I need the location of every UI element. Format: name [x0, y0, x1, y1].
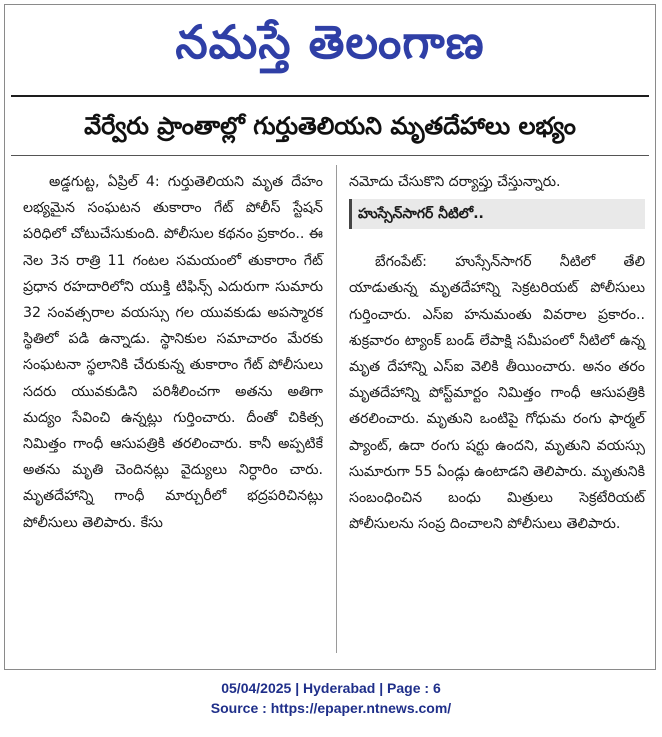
article-column-left — [23, 169, 323, 536]
footer-date-edition: 05/04/2025 | Hyderabad | Page : 6 — [221, 680, 441, 696]
headline-divider — [11, 155, 649, 156]
article-column-right — [349, 169, 645, 537]
spacer — [349, 235, 645, 249]
top-divider — [11, 95, 649, 97]
article-body-left: అడ్డగుట్ట, ఏప్రిల్ 4: గుర్తుతెలియని మృత దేహం లభ్యమైన సంఘటన తుకారాం గేట్ పోలీస్ స్టేషన్ పరిధిలో చోటుచేసుకుంది. పోలీసుల కథనం ప్రకారం.. ఈ నెల 3న రాత్రి 11 గంటల సమయంలో తుకారాం గేట్ ప్రధాన రహదారిలోని యుక్తి టిఫిన్స్ ఎదురుగా సుమారు 32 సంవత్సరాల వయస్సు గల యువకుడు అపస్మారక స్థితిలో పడి ఉన్నాడు. స్థానికుల సమాచారం మేరకు సంఘటనా స్థలానికి చేరుకున్న తుకారాం గేట్ పోలీసులు సదరు యువకుడిని పరిశీలించగా అతను అతిగా మద్యం సేవించి ఉన్నట్లు గుర్తించారు. దీంతో చికిత్స నిమిత్తం గాంధీ ఆసుపత్రికి తరలించారు. కానీ అప్పటికే అతను మృతి చెందినట్లు వైద్యులు నిర్ధారిం చారు. మృతదేహాన్ని గాంధీ మార్చురీలో భద్రపరిచినట్లు పోలీసులు తెలిపారు. కేసు — [23, 174, 323, 531]
article-headline: వేర్వేరు ప్రాంతాల్లో గుర్తుతెలియని మృతదేహాలు లభ్యం — [84, 112, 576, 140]
article-body-right: బేగంపేట్: హుస్సేన్‌సాగర్ నీటిలో తేలి యాడుతున్న మృతదేహాన్ని సెక్రటరియట్ పోలీసులు గుర్తించారు. ఎస్ఐ హనుమంతు వివరాల ప్రకారం.. శుక్రవారం ట్యాంక్ బండ్ లేపాక్షి సమీపంలో నీటిలో ఉన్న మృత దేహాన్ని ఎస్ఐ వెలికి తీయించారు. అనం తరం మృతదేహాన్ని పోస్ట్‌మార్టం నిమిత్తం గాంధీ ఆసుపత్రికి తరలించారు. మృతుని ఒంటిపై గోధుమ రంగు ఫార్మల్ ప్యాంట్, ఉదా రంగు షర్టు ఉందని, మృతుని వయస్సు సుమారుగా 55 ఏండ్లు ఉంటాడని తెలిపారు. మృతునికి సంబంధించిన బంధు మిత్రులు సెక్రటేరియట్ పోలీసులను సంప్ర దించాలని పోలీసులు తెలిపారు. — [349, 254, 645, 533]
article-body-continued: నమోదు చేసుకొని దర్యాప్తు చేస్తున్నారు. — [349, 174, 561, 190]
sub-headline: హుస్సేన్‌సాగర్ నీటిలో.. — [349, 199, 645, 229]
masthead-logo: నమస్తే తెలంగాణ — [175, 15, 485, 69]
newspaper-clipping — [4, 4, 656, 670]
column-divider — [336, 165, 337, 653]
footer-source-link[interactable]: Source : https://epaper.ntnews.com/ — [210, 700, 452, 716]
